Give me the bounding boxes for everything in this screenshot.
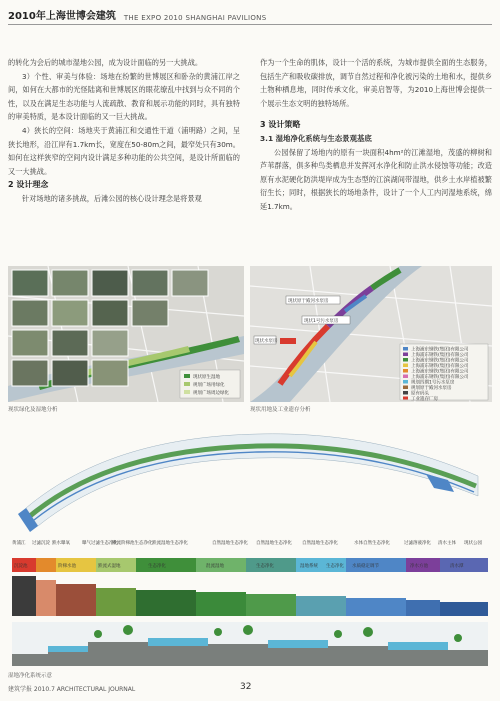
- figure-wetland-purification-system: [8, 416, 492, 674]
- fig1-legend-1: 现状原生湿地: [193, 375, 220, 380]
- left-paragraph-4: 针对场地的诸多挑战，后滩公园的核心设计理念是将景观: [22, 193, 202, 203]
- left-paragraph-2: 3）个性、审美与体验：场地在纷繁的世博展区和卧杂的黄浦江岸之间，如何在大都市的光怪陆离和世博展区的眼花缭乱中找到与众不同的个性，以及在满足生态功能与人流疏散、教育和展示功能的同时，具有独特的审美特质，是本设计面临的又一巨大挑战。: [8, 71, 240, 122]
- fig3-band-11: 清水潭: [450, 564, 464, 569]
- fig3-strip-3: 跌水曝氧: [52, 541, 70, 546]
- figure-1-svg: [8, 266, 244, 402]
- fig3-strip-labels: [12, 539, 482, 546]
- fig1-legend-3: 规划广场周边绿化: [193, 391, 229, 396]
- fig3-band-3: 跌流式湿地: [98, 564, 121, 569]
- figure-landuse-industrial-analysis: [250, 266, 492, 402]
- fig3-strip-12: 清水主体: [438, 541, 456, 546]
- right-text-column: [260, 56, 492, 214]
- fig3-strip-6: 跌流湿地生态净化: [152, 541, 188, 546]
- fig3-strip-4: 曝气过滤生态净化: [82, 541, 118, 546]
- left-text-column: [8, 56, 240, 206]
- fig2-legend-8: 规划原于殿河水泵房: [411, 386, 452, 391]
- fig2-legend-4: 上海浦东钢铁(集团)有限公司: [411, 364, 469, 369]
- figure-2-svg: [250, 266, 492, 402]
- fig2-legend-5: 上海浦东钢铁(集团)有限公司: [411, 369, 469, 375]
- fig3-strip-8: 自然湿地生态净化: [256, 541, 292, 546]
- figure-3-svg: [8, 416, 492, 674]
- left-paragraph-3: 4）狭长的空间：场地夹于黄浦江和交通性干道（浦明路）之间，呈狭长地形，沿江岸有1.7km长，宽度在50-80m之间，最窄处只有30m。如何在这样狭窄的空间内设计满足多种功能的公共空间，是设计所面临的又一大挑战。: [8, 125, 240, 176]
- fig3-strip-1: 黄浦江: [12, 541, 26, 546]
- fig3-strip-10: 水体自然生态净化: [354, 541, 390, 546]
- fig2-legend-7: 规划四期1号污水泵房: [411, 380, 455, 386]
- fig3-band-5: 混流湿地: [206, 564, 224, 569]
- fig1-legend-2: 规划广场用绿化: [193, 383, 225, 388]
- left-paragraph-1: 的转化为会后的城市湿地公园，成为设计面临的另一大挑战。: [8, 58, 203, 67]
- fig2-legend-10: 工业遗存厂房: [411, 397, 438, 402]
- fig3-strip-13: 现状公园: [464, 541, 482, 546]
- page-number: 32: [240, 682, 252, 692]
- fig2-legend-2: 上海浦东钢铁(集团)有限公司: [411, 353, 469, 358]
- fig2-label-3: 现状水泵房: [255, 339, 278, 344]
- right-paragraph-2: 公园保留了场地内的原有一块面积4hm²的江滩湿地，茂盛的柳树和芦苇群落，俱多种鸟类栖息并发挥河水净化和防止洪水侵蚀等功能；改造原有水泥硬化防洪堤岸成为生态型的江滨湖间带湿地，供乡土水岸植被繁衍生长；同时，根据狭长的场地条件，设计了一个人工内河湿地系统，绵延1.7km。: [260, 147, 492, 211]
- section-3-title: 3 设计策略: [260, 120, 301, 130]
- figure-1-caption: 现状绿化及湿地分析: [8, 407, 58, 413]
- right-paragraph-1: 作为一个生命的肌体，设计一个活的系统，为城市提供全面的生态服务，包括生产和吸收碳排放，调节自然过程和净化被污染的土地和水，提供乡土物种栖息地，同时传承文化，审美启智等，为2010上海世博会提供一个展示生态文明的独特场所。: [260, 58, 492, 108]
- fig3-strip-9: 自然湿地生态净化: [302, 541, 338, 546]
- header-title: 2010年上海世博会建筑: [8, 11, 116, 22]
- fig2-legend-1: 上海浦东钢铁(集团)有限公司: [411, 347, 469, 353]
- fig2-legend-9: 原有码头: [411, 391, 429, 397]
- fig3-strip-5: 跌流阶梯池生态净化: [112, 541, 153, 546]
- fig3-band-4: 生态净化: [148, 564, 166, 569]
- page-header: [8, 6, 492, 25]
- fig2-legend-6: 上海浦东钢铁(集团)有限公司: [411, 375, 469, 380]
- fig3-band-2: 阶梯水池: [58, 564, 76, 569]
- fig2-label-2: 现状1号污水泵房: [304, 319, 339, 324]
- fig2-legend-3: 上海浦东钢铁(集团)有限公司: [411, 358, 469, 364]
- fig3-strip-11: 过滤溶液净化: [404, 541, 431, 546]
- fig3-band-8: 生态净化: [326, 564, 344, 569]
- fig3-band-1: 沉淀池: [14, 564, 28, 569]
- fig2-label-1: 现状原于殿河水泵房: [288, 299, 329, 304]
- subsection-3-1-title: 3.1 湿地净化系统与生态景观基底: [260, 133, 372, 143]
- fig3-strip-2: 过滤沉淀: [32, 541, 50, 546]
- journal-footer: 建筑学报 2010.7 ARCHITECTURAL JOURNAL: [8, 686, 136, 693]
- fig3-band-9: 水质稳定调节: [352, 564, 379, 569]
- figure-3-caption: 湿地净化系统示意: [8, 673, 53, 679]
- figure-2-caption: 现状用地及工业遗存分析: [250, 407, 311, 413]
- fig3-band-10: 净水方池: [410, 564, 428, 569]
- fig3-band-6: 生态净化: [256, 564, 274, 569]
- section-2-title: 2 设计理念: [8, 180, 49, 190]
- figure-green-wetland-analysis: [8, 266, 244, 402]
- header-subtitle: THE EXPO 2010 SHANGHAI PAVILIONS: [123, 14, 267, 22]
- fig3-strip-7: 自然湿地生态净化: [212, 541, 248, 546]
- fig3-band-7: 湿地系统: [300, 564, 318, 569]
